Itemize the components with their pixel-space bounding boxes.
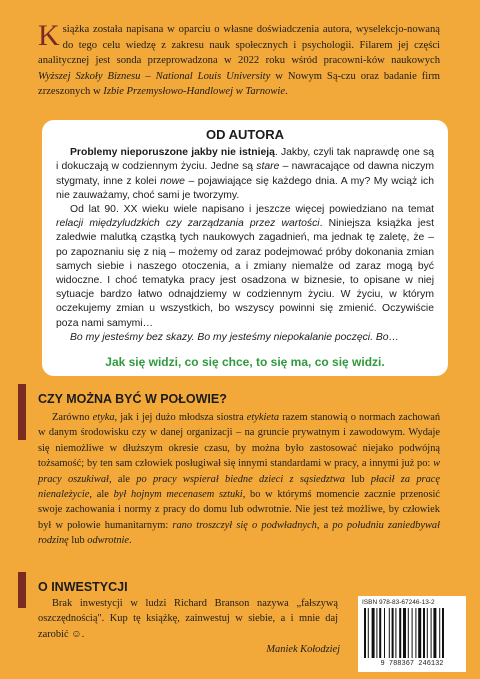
section-title-polowie: CZY MOŻNA BYĆ W POŁOWIE?	[38, 392, 227, 406]
author-paragraph-3: Bo my jesteśmy bez skazy. Bo my jesteśmy niepokalanie poczęci. Bo…	[70, 331, 399, 343]
author-paragraph-2: Od lat 90. XX wieku wiele napisano i jeszcze więcej powiedziano na temat relacji międzyludzkich czy zarządzania przez wartości. Niniejsza książka jest zaledwie malutką cząstką tych naukowych zagadnień, ma jednak tę zaletę, że – po zapoznaniu się z nią – możemy od zaraz podejmować próby dokonania zmian samych siebie i naszego otoczenia, a i zmiany niemalże od zaraz mogą być widoczne. I choć tematyka pracy jest osadzona w biznesie, to opisane w niej sytuacje bardzo łatwo odnajdziemy w codziennym życiu. W życiu, w którym oczekujemy zmian u wszystkich, bo wszyscy powinni się zmienić. Oczywiście poza nami samymi…	[56, 204, 434, 329]
section-marker-bar	[18, 384, 26, 440]
drop-cap: K	[38, 19, 60, 52]
author-box	[42, 120, 448, 376]
section-text-polowie: Zarówno etyka, jak i jej dużo młodsza siostra etykieta razem stanowią o normach zachowań w danym środowisku czy w danej organizacji – na gruncie prywatnym i zawodowym. Wydaje się niemożliwe w dłuższym okresie czasu, by można było zastosować niejako podwójną tożsamość; by ten sam człowiek posługiwał się innymi standardami w pracy, a innymi już po: w pracy oszukiwał, ale po pracy wspierał biedne dzieci z sąsiedztwa lub płacił za pracę nienależycie, ale był hojnym mecenasem sztuki, bo w którymś momencie zacznie przenosić swoje zachowania i normy z pracy do domu lub odwrotnie. Nie jest też możliwe, by człowiek był w połowie humanitarnym: rano troszczył się o podwładnych, a po południu zaniedbywał rodzinę lub odwrotnie.	[38, 412, 441, 547]
section-text-inwestycji: Brak inwestycji w ludzi Richard Branson nazywa „fałszywą oszczędnością". Kup tę książkę, zainwestuj w siebie, a i mnie daj zarobić ☺.	[38, 598, 338, 640]
author-box-title: OD AUTORA	[206, 127, 284, 142]
isbn-label: ISBN 978-83-67246-13-2	[362, 599, 435, 606]
barcode-icon	[364, 608, 460, 660]
section-marker-bar	[18, 572, 26, 608]
slogan: Jak się widzi, co się chce, to się ma, co się widzi.	[105, 355, 385, 370]
author-paragraph-1: Problemy nieporuszone jakby nie istnieją. Jakby, czyli tak naprawdę one są i dokuczają w codziennym życiu. Jedne są stare – nawracające od dawna niczym stygmaty, inne z kolei nowe – pojawiające się każdego dnia. A my? My wciąż ich nie zauważamy, choć sami je tworzymy.	[56, 147, 434, 201]
author-signature: Maniek Kołodziej	[266, 644, 340, 655]
barcode-digits: 9 788367 246132	[380, 660, 444, 668]
intro-paragraph: Książka została napisana w oparciu o własne doświadczenia autora, wyselekcjo-nowaną do tego celu wiedzę z zakresu nauk społecznych i psychologii. Filarem jej części analitycznej jest sonda przeprowadzona w 2022 roku wśród pracowni-ków naukowych Wyższej Szkoły Biznesu – National Louis University w Nowym Są-czu oraz badanie firm zrzeszonych w Izbie Przemysłowo-Handlowej w Tarnowie.	[38, 19, 440, 98]
isbn-barcode	[358, 596, 466, 672]
section-title-inwestycji: O INWESTYCJI	[38, 580, 128, 594]
